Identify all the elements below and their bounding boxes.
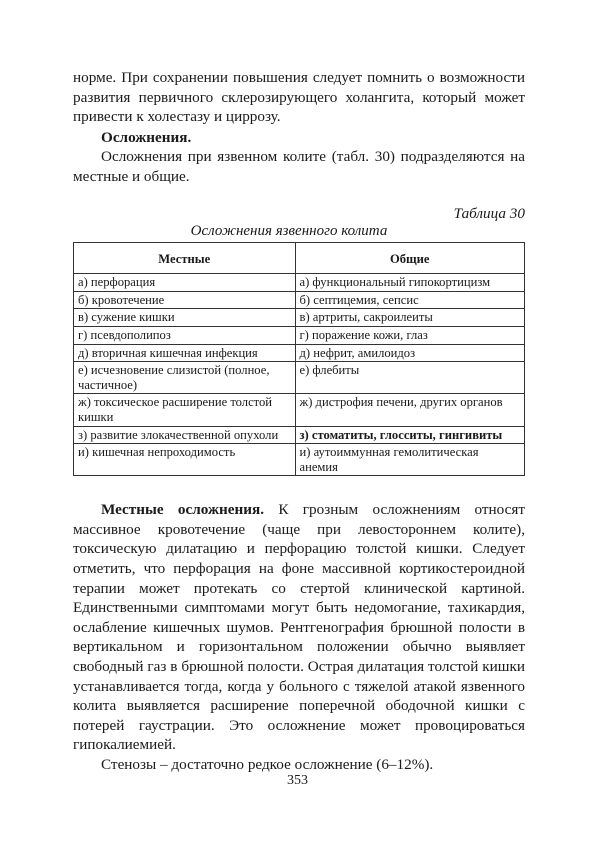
cell-local: г) псевдополипоз [74,326,296,344]
page-number: 353 [287,773,308,788]
stenosis-paragraph: Стенозы – достаточно редкое осложнение (6–12%). [101,756,434,773]
table-row [74,291,525,309]
cell-local: ж) токсическое расширение толстой кишки [74,394,296,426]
cell-local: е) исчезновение слизистой (полное, частичное) [74,362,296,394]
table-header-row [74,242,525,274]
cell-local: в) сужение кишки [74,309,296,327]
cell-general: д) нефрит, амилоидоз [295,344,525,362]
cell-local: и) кишечная непроходимость [74,444,296,476]
complications-intro: Осложнения при язвенном колите (табл. 30) подразделяются на местные и общие. [73,148,525,185]
cell-general: ж) дистрофия печени, других органов [295,394,525,426]
table-row [74,362,525,394]
cell-general: а) функциональный гипокортицизм [295,274,525,292]
cell-general: и) аутоиммунная гемолитическая анемия [295,444,525,476]
cell-local: а) перфорация [74,274,296,292]
cell-local: д) вторичная кишечная инфекция [74,344,296,362]
local-complications-text: К грозным осложнениям относят массивное кровотечение (чаще при левостороннем колите), токсическую дилатацию и перфорацию толстой кишки. Следует отметить, что перфорация на фоне массивной кортикостероидной терапии может протекать со стертой клинической картиной. Единственными симптомами могут быть недомогание, тахикардия, ослабление кишечных шумов. Рентгенография брюшной полости в вертикальном и горизонтальном положении обычно выявляет свободный газ в брюшной полости. Острая дилатация толстой кишки устанавливается тогда, когда у больного с тяжелой атакой язвенного колита выявляется расширение поперечной ободочной кишки с потерей гаустрации. Это осложнение может провоцироваться гипокалиемией. [73,501,525,754]
table-row [74,394,525,426]
table-row [74,344,525,362]
table-row [74,274,525,292]
table-row [74,309,525,327]
table-row [74,426,525,444]
cell-general: е) флебиты [295,362,525,394]
table-number: Таблица 30 [453,204,525,222]
local-complications-paragraph [73,500,525,755]
cell-general: г) поражение кожи, глаз [295,326,525,344]
page-content [73,68,525,775]
intro-paragraph: норме. При сохранении повышения следует помнить о возможности развития первичного склерозирующего холангита, который может привести к холестазу и циррозу. [73,69,525,126]
cell-general: б) септицемия, сепсис [295,291,525,309]
cell-local: б) кровотечение [74,291,296,309]
table-row [74,444,525,476]
cell-general: з) стоматиты, глосситы, гингивиты [295,426,525,444]
cell-general: в) артриты, сакроилеиты [295,309,525,327]
complications-heading: Осложнения. [101,128,192,146]
header-general: Общие [295,242,525,274]
cell-local: з) развитие злокачественной опухоли [74,426,296,444]
table-row [74,326,525,344]
table-caption: Осложнения язвенного колита [190,222,388,239]
header-local: Местные [74,242,296,274]
complications-table [73,242,525,477]
local-complications-lead: Местные осложнения. [101,501,265,519]
